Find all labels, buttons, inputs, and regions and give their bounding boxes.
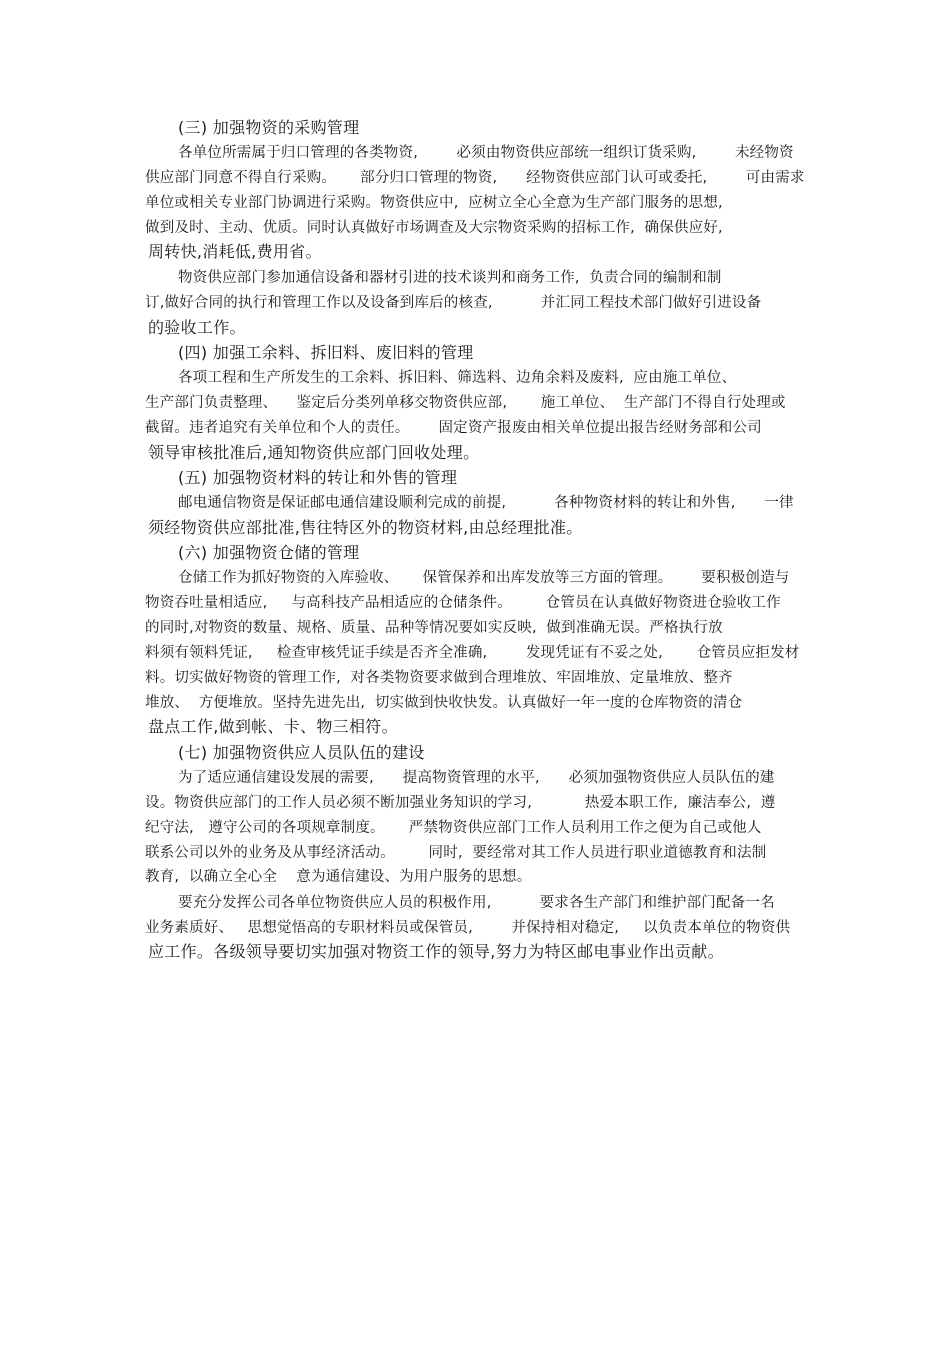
text-line: 截留。违者追究有关单位和个人的责任。 固定资产报废由相关单位提出报告经财务部和公司 (145, 420, 762, 436)
text-line: 各项工程和生产所发生的工余料、拆旧料、筛选料、边角余料及废料, 应由施工单位、 (178, 370, 737, 386)
text-line: 仓储工作为抓好物资的入库验收、 保管保养和出库发放等三方面的管理。 要积极创造与 (178, 570, 790, 586)
text-line: 物资吞吐量相适应, 与高科技产品相适应的仓储条件。 仓管员在认真做好物资进仓验收工作 (145, 595, 781, 611)
text-line: 领导审核批准后,通知物资供应部门回收处理。 (148, 443, 480, 462)
text-line: 订,做好合同的执行和管理工作以及设备到库后的核查, 并汇同工程技术部门做好引进设备 (145, 295, 762, 311)
section-heading-4: (四) 加强工余料、拆旧料、废旧料的管理 (178, 343, 474, 362)
text-line: 纪守法, 遵守公司的各项规章制度。 严禁物资供应部门工作人员利用工作之便为自己或他人 (145, 820, 762, 836)
text-line: 供应部门同意不得自行采购。 部分归口管理的物资, 经物资供应部门认可或委托, 可由需求 (145, 170, 805, 186)
text-line: 教育, 以确立全心全 意为通信建设、为用户服务的思想。 (145, 869, 532, 885)
text-line: 周转快,消耗低,费用省。 (148, 242, 322, 261)
section-heading-6: (六) 加强物资仓储的管理 (178, 543, 360, 562)
text-line: 盘点工作,做到帐、卡、物三相符。 (148, 717, 398, 736)
text-line: 须经物资供应部批准,售往特区外的物资材料,由总经理批准。 (148, 518, 583, 537)
text-line: 物资供应部门参加通信设备和器材引进的技术谈判和商务工作, 负责合同的编制和制 (178, 270, 722, 286)
text-line: 邮电通信物资是保证邮电通信建设顺利完成的前提, 各种物资材料的转让和外售, 一律 (178, 495, 794, 511)
text-line: 料须有领料凭证, 检查审核凭证手续是否齐全准确, 发现凭证有不妥之处, 仓管员应拒发材 (145, 645, 800, 661)
text-line: 各单位所需属于归口管理的各类物资, 必须由物资供应部统一组织订货采购, 未经物资 (178, 145, 794, 161)
section-heading-5: (五) 加强物资材料的转让和外售的管理 (178, 468, 458, 487)
text-line: 设。物资供应部门的工作人员必须不断加强业务知识的学习, 热爱本职工作, 廉洁奉公, 遵 (145, 795, 776, 811)
section-heading-3: (三) 加强物资的采购管理 (178, 118, 360, 137)
text-line: 业务素质好、 思想觉悟高的专职材料员或保管员, 并保持相对稳定, 以负责本单位的物资供 (145, 920, 791, 936)
text-line: 料。切实做好物资的管理工作, 对各类物资要求做到合理堆放、牢固堆放、定量堆放、整齐 (145, 670, 733, 686)
text-line: 应工作。各级领导要切实加强对物资工作的领导,努力为特区邮电事业作出贡献。 (148, 942, 724, 961)
section-heading-7: (七) 加强物资供应人员队伍的建设 (178, 743, 425, 762)
text-line: 的同时,对物资的数量、规格、质量、品种等情况要如实反映, 做到准确无误。严格执行放 (145, 620, 723, 636)
text-line: 要充分发挥公司各单位物资供应人员的积极作用, 要求各生产部门和维护部门配备一名 (178, 895, 775, 911)
text-line: 的验收工作。 (148, 318, 246, 337)
text-line: 堆放、 方便堆放。坚持先进先出, 切实做到快收快发。认真做好一年一度的仓库物资的清仓 (145, 695, 743, 711)
text-line: 为了适应通信建设发展的需要, 提高物资管理的水平, 必须加强物资供应人员队伍的建 (178, 770, 775, 786)
text-line: 联系公司以外的业务及从事经济活动。 同时, 要经常对其工作人员进行职业道德教育和法制 (145, 845, 767, 861)
text-line: 做到及时、主动、优质。同时认真做好市场调查及大宗物资采购的招标工作, 确保供应好, (145, 220, 723, 236)
text-line: 单位或相关专业部门协调进行采购。物资供应中, 应树立全心全意为生产部门服务的思想, (145, 195, 723, 211)
text-line: 生产部门负责整理、 鉴定后分类列单移交物资供应部, 施工单位、 生产部门不得自行处理或 (145, 395, 786, 411)
